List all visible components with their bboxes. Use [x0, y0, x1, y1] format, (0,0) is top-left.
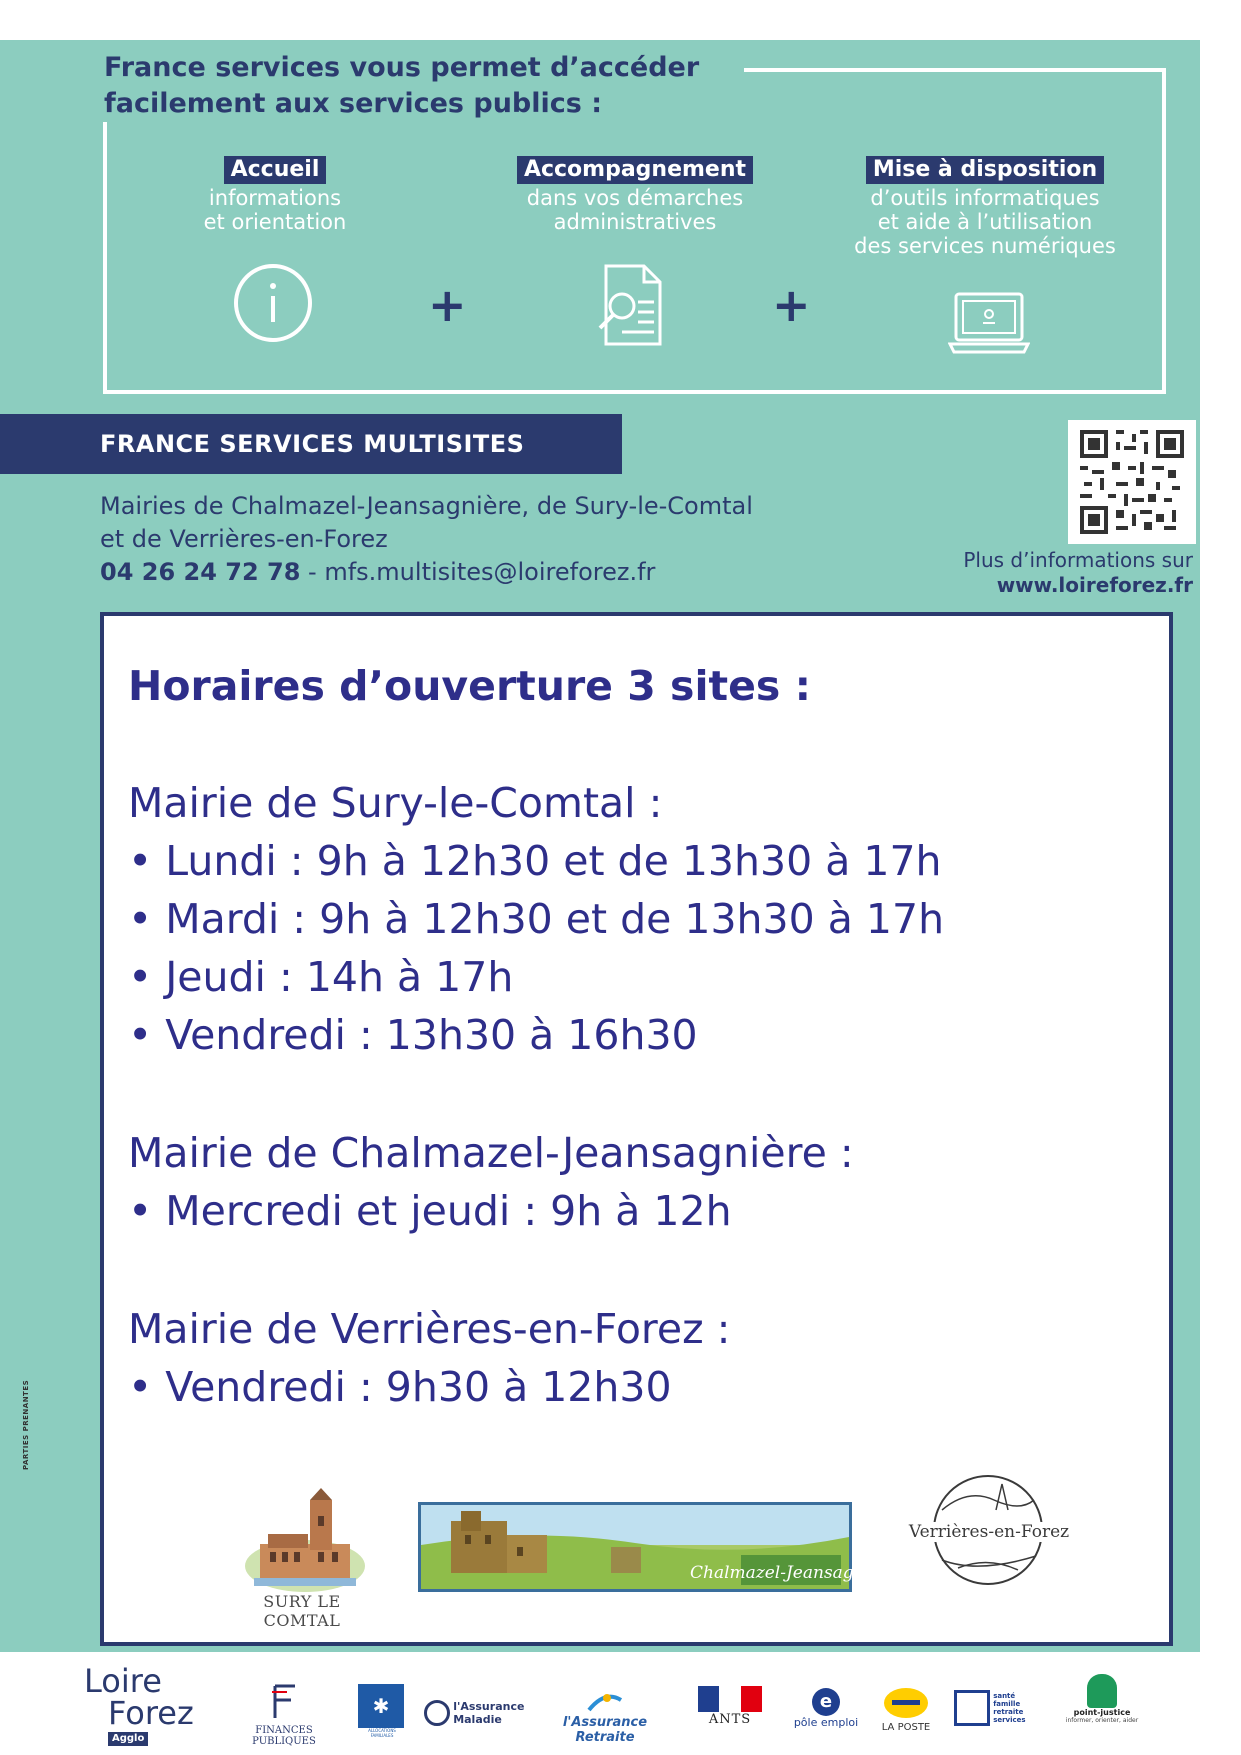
intro-title-line: France services vous permet d’accéder — [104, 52, 700, 83]
document-search-icon — [592, 262, 672, 348]
assurance-maladie-icon — [424, 1700, 450, 1726]
contact-details — [100, 556, 753, 589]
finances-publiques-icon — [269, 1682, 299, 1722]
site-chalmazel — [128, 1124, 854, 1240]
site-name: Mairie de Chalmazel-Jeansagnière : — [128, 1129, 854, 1177]
hours-line: • Vendredi : 9h30 à 12h30 — [128, 1363, 672, 1411]
multisites-title: FRANCE SERVICES MULTISITES — [100, 430, 525, 458]
contact-line: et de Verrières-en-Forez — [100, 525, 388, 553]
plus-sign: + — [428, 278, 467, 332]
ants-logo — [694, 1686, 766, 1727]
service-desc — [160, 186, 390, 234]
pole-emploi-logo — [790, 1688, 862, 1729]
service-accompagnement — [495, 156, 775, 234]
loire-forez-logo-line: Loire — [84, 1662, 162, 1700]
frame-line — [103, 122, 107, 394]
hours-title: Horaires d’ouverture 3 sites : — [128, 662, 811, 710]
assurance-maladie-text: l'Assurance Maladie — [453, 1700, 525, 1726]
service-desc — [835, 186, 1135, 258]
ants-text: ANTS — [708, 1712, 752, 1727]
pole-emploi-text: pôle emploi — [793, 1716, 859, 1729]
qr-code[interactable] — [1068, 420, 1196, 544]
phone-number[interactable]: 04 26 24 72 78 — [100, 558, 301, 586]
info-icon — [232, 262, 314, 344]
assurance-maladie-logo — [424, 1700, 528, 1726]
pole-emploi-icon: e — [812, 1688, 840, 1716]
hours-line: • Mardi : 9h à 12h30 et de 13h30 à 17h — [128, 895, 945, 943]
service-desc-line: administratives — [553, 210, 717, 234]
site-verrieres — [128, 1300, 730, 1416]
sury-logo-text: SURY LE COMTAL — [263, 1592, 341, 1630]
service-desc — [495, 186, 775, 234]
assurance-retraite-icon — [585, 1688, 625, 1718]
assurance-retraite-logo — [546, 1688, 664, 1745]
hours-line: • Lundi : 9h à 12h30 et de 13h30 à 17h — [128, 837, 942, 885]
point-justice-text: point-justice — [1073, 1708, 1131, 1717]
service-tag: Accueil — [224, 156, 327, 184]
allocations-familiales-logo — [358, 1684, 406, 1738]
site-name: Mairie de Verrières-en-Forez : — [128, 1305, 731, 1353]
loire-forez-logo-line: Forez — [108, 1694, 194, 1732]
site-name: Mairie de Sury-le-Comtal : — [128, 779, 663, 827]
hours-line: • Vendredi : 13h30 à 16h30 — [128, 1011, 698, 1059]
frame-line — [1162, 68, 1166, 394]
email-link[interactable]: mfs.multisites@loireforez.fr — [324, 558, 656, 586]
contact-separator: - — [300, 558, 325, 586]
assurance-retraite-text: l'Assurance Retraite — [562, 1715, 648, 1745]
service-desc-line: d’outils informatiques — [870, 186, 1100, 210]
verrieres-logo-text: Verrières-en-Forez — [898, 1522, 1080, 1542]
service-desc-line: informations — [208, 186, 342, 210]
point-justice-icon — [1087, 1674, 1117, 1708]
plus-sign: + — [772, 278, 811, 332]
more-info-label: Plus d’informations sur — [963, 548, 1193, 572]
frame-line — [744, 68, 1166, 72]
contact-block — [100, 490, 753, 589]
finances-publiques-text: FINANCES PUBLIQUES — [252, 1725, 316, 1747]
republique-flag-icon — [698, 1686, 762, 1712]
msa-logo — [954, 1690, 1044, 1726]
more-info — [963, 548, 1193, 598]
la-poste-text: LA POSTE — [881, 1722, 931, 1733]
intro-title — [104, 50, 744, 122]
service-desc-line: des services numériques — [854, 234, 1116, 258]
service-desc-line: et orientation — [203, 210, 347, 234]
point-justice-logo — [1060, 1674, 1144, 1724]
website-link[interactable]: www.loireforez.fr — [996, 573, 1193, 597]
finances-publiques-logo — [232, 1682, 336, 1747]
service-accueil — [160, 156, 390, 234]
hours-line: • Mercredi et jeudi : 9h à 12h — [128, 1187, 732, 1235]
site-sury — [128, 774, 944, 1064]
service-tag: Accompagnement — [517, 156, 753, 184]
loire-forez-logo-tag: Agglo — [108, 1732, 148, 1746]
la-poste-icon — [884, 1688, 928, 1718]
caf-text: ALLOCATIONS FAMILIALES — [368, 1728, 396, 1738]
point-justice-subtext: informer, orienter, aider — [1065, 1717, 1139, 1724]
service-desc-line: et aide à l’utilisation — [877, 210, 1093, 234]
vertical-note: PARTIES PRENANTES — [22, 1379, 30, 1470]
msa-text: santé famille retraite services — [993, 1692, 1026, 1724]
hours-line: • Jeudi : 14h à 17h — [128, 953, 514, 1001]
la-poste-logo — [874, 1688, 938, 1733]
service-tag: Mise à disposition — [866, 156, 1104, 184]
msa-icon — [954, 1690, 990, 1726]
frame-line — [103, 390, 1166, 394]
service-mise-a-disposition — [835, 156, 1135, 258]
laptop-icon — [948, 290, 1030, 356]
service-desc-line: dans vos démarches — [526, 186, 744, 210]
contact-line: Mairies de Chalmazel-Jeansagnière, de Sury-le-Comtal — [100, 492, 753, 520]
chalmazel-logo-text: Chalmazel-Jeansagnière — [690, 1563, 899, 1583]
caf-icon: ✱ — [358, 1684, 404, 1728]
intro-title-line: facilement aux services publics : — [104, 88, 603, 119]
